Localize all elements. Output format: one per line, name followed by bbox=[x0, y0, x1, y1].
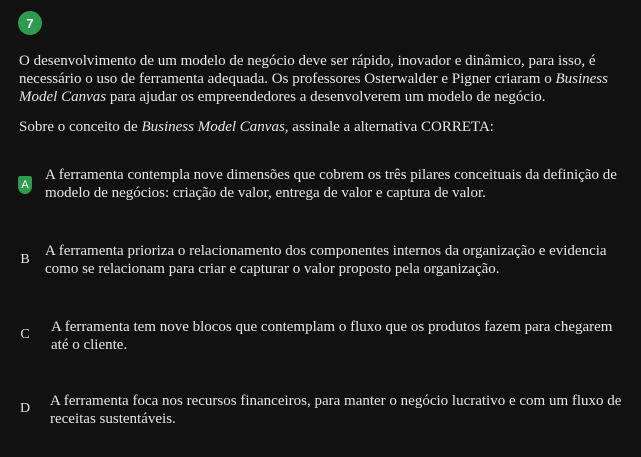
stem-text-1: O desenvolvimento de um modelo de negócio deve ser rápido, inovador e dinâmico, para isso, é necessário o uso de ferramenta adequada. Os professores Osterwalder e Pigner criaram o bbox=[19, 53, 596, 87]
prompt-text-2: assinale a alternativa CORRETA: bbox=[288, 119, 494, 135]
option-c[interactable] bbox=[18, 318, 628, 358]
option-a[interactable] bbox=[18, 166, 628, 206]
option-b-letter: B bbox=[20, 252, 30, 267]
option-b-text: A ferramenta prioriza o relacionamento dos componentes internos da organização e evidencia como se relacionam para criar e capturar o valor proposto pela organização. bbox=[45, 243, 607, 277]
option-b[interactable] bbox=[18, 242, 628, 282]
option-a-letter: A bbox=[18, 176, 32, 194]
option-a-text: A ferramenta contempla nove dimensões que cobrem os três pilares conceituais da definição de modelo de negócios: criação de valor, entrega de valor e captura de valor. bbox=[45, 167, 617, 201]
prompt-emphasis: Business Model Canvas, bbox=[141, 119, 289, 135]
question-prompt bbox=[19, 118, 619, 136]
option-d[interactable] bbox=[18, 392, 628, 432]
stem-emphasis: Business Model Canvas bbox=[19, 71, 608, 105]
prompt-text-1: Sobre o conceito de bbox=[19, 119, 142, 135]
question-stem bbox=[19, 52, 619, 106]
question-number-badge: 7 bbox=[18, 11, 42, 35]
stem-text-2: para ajudar os empreendedores a desenvolverem um modelo de negócio. bbox=[106, 89, 546, 105]
option-c-text: A ferramenta tem nove blocos que contemplam o fluxo que os produtos fazem para chegarem até o cliente. bbox=[51, 319, 613, 353]
option-d-text: A ferramenta foca nos recursos financeiros, para manter o negócio lucrativo e com um fluxo de receitas sustentáveis. bbox=[50, 393, 622, 427]
option-d-letter: D bbox=[19, 401, 31, 416]
option-c-letter: C bbox=[20, 327, 30, 342]
